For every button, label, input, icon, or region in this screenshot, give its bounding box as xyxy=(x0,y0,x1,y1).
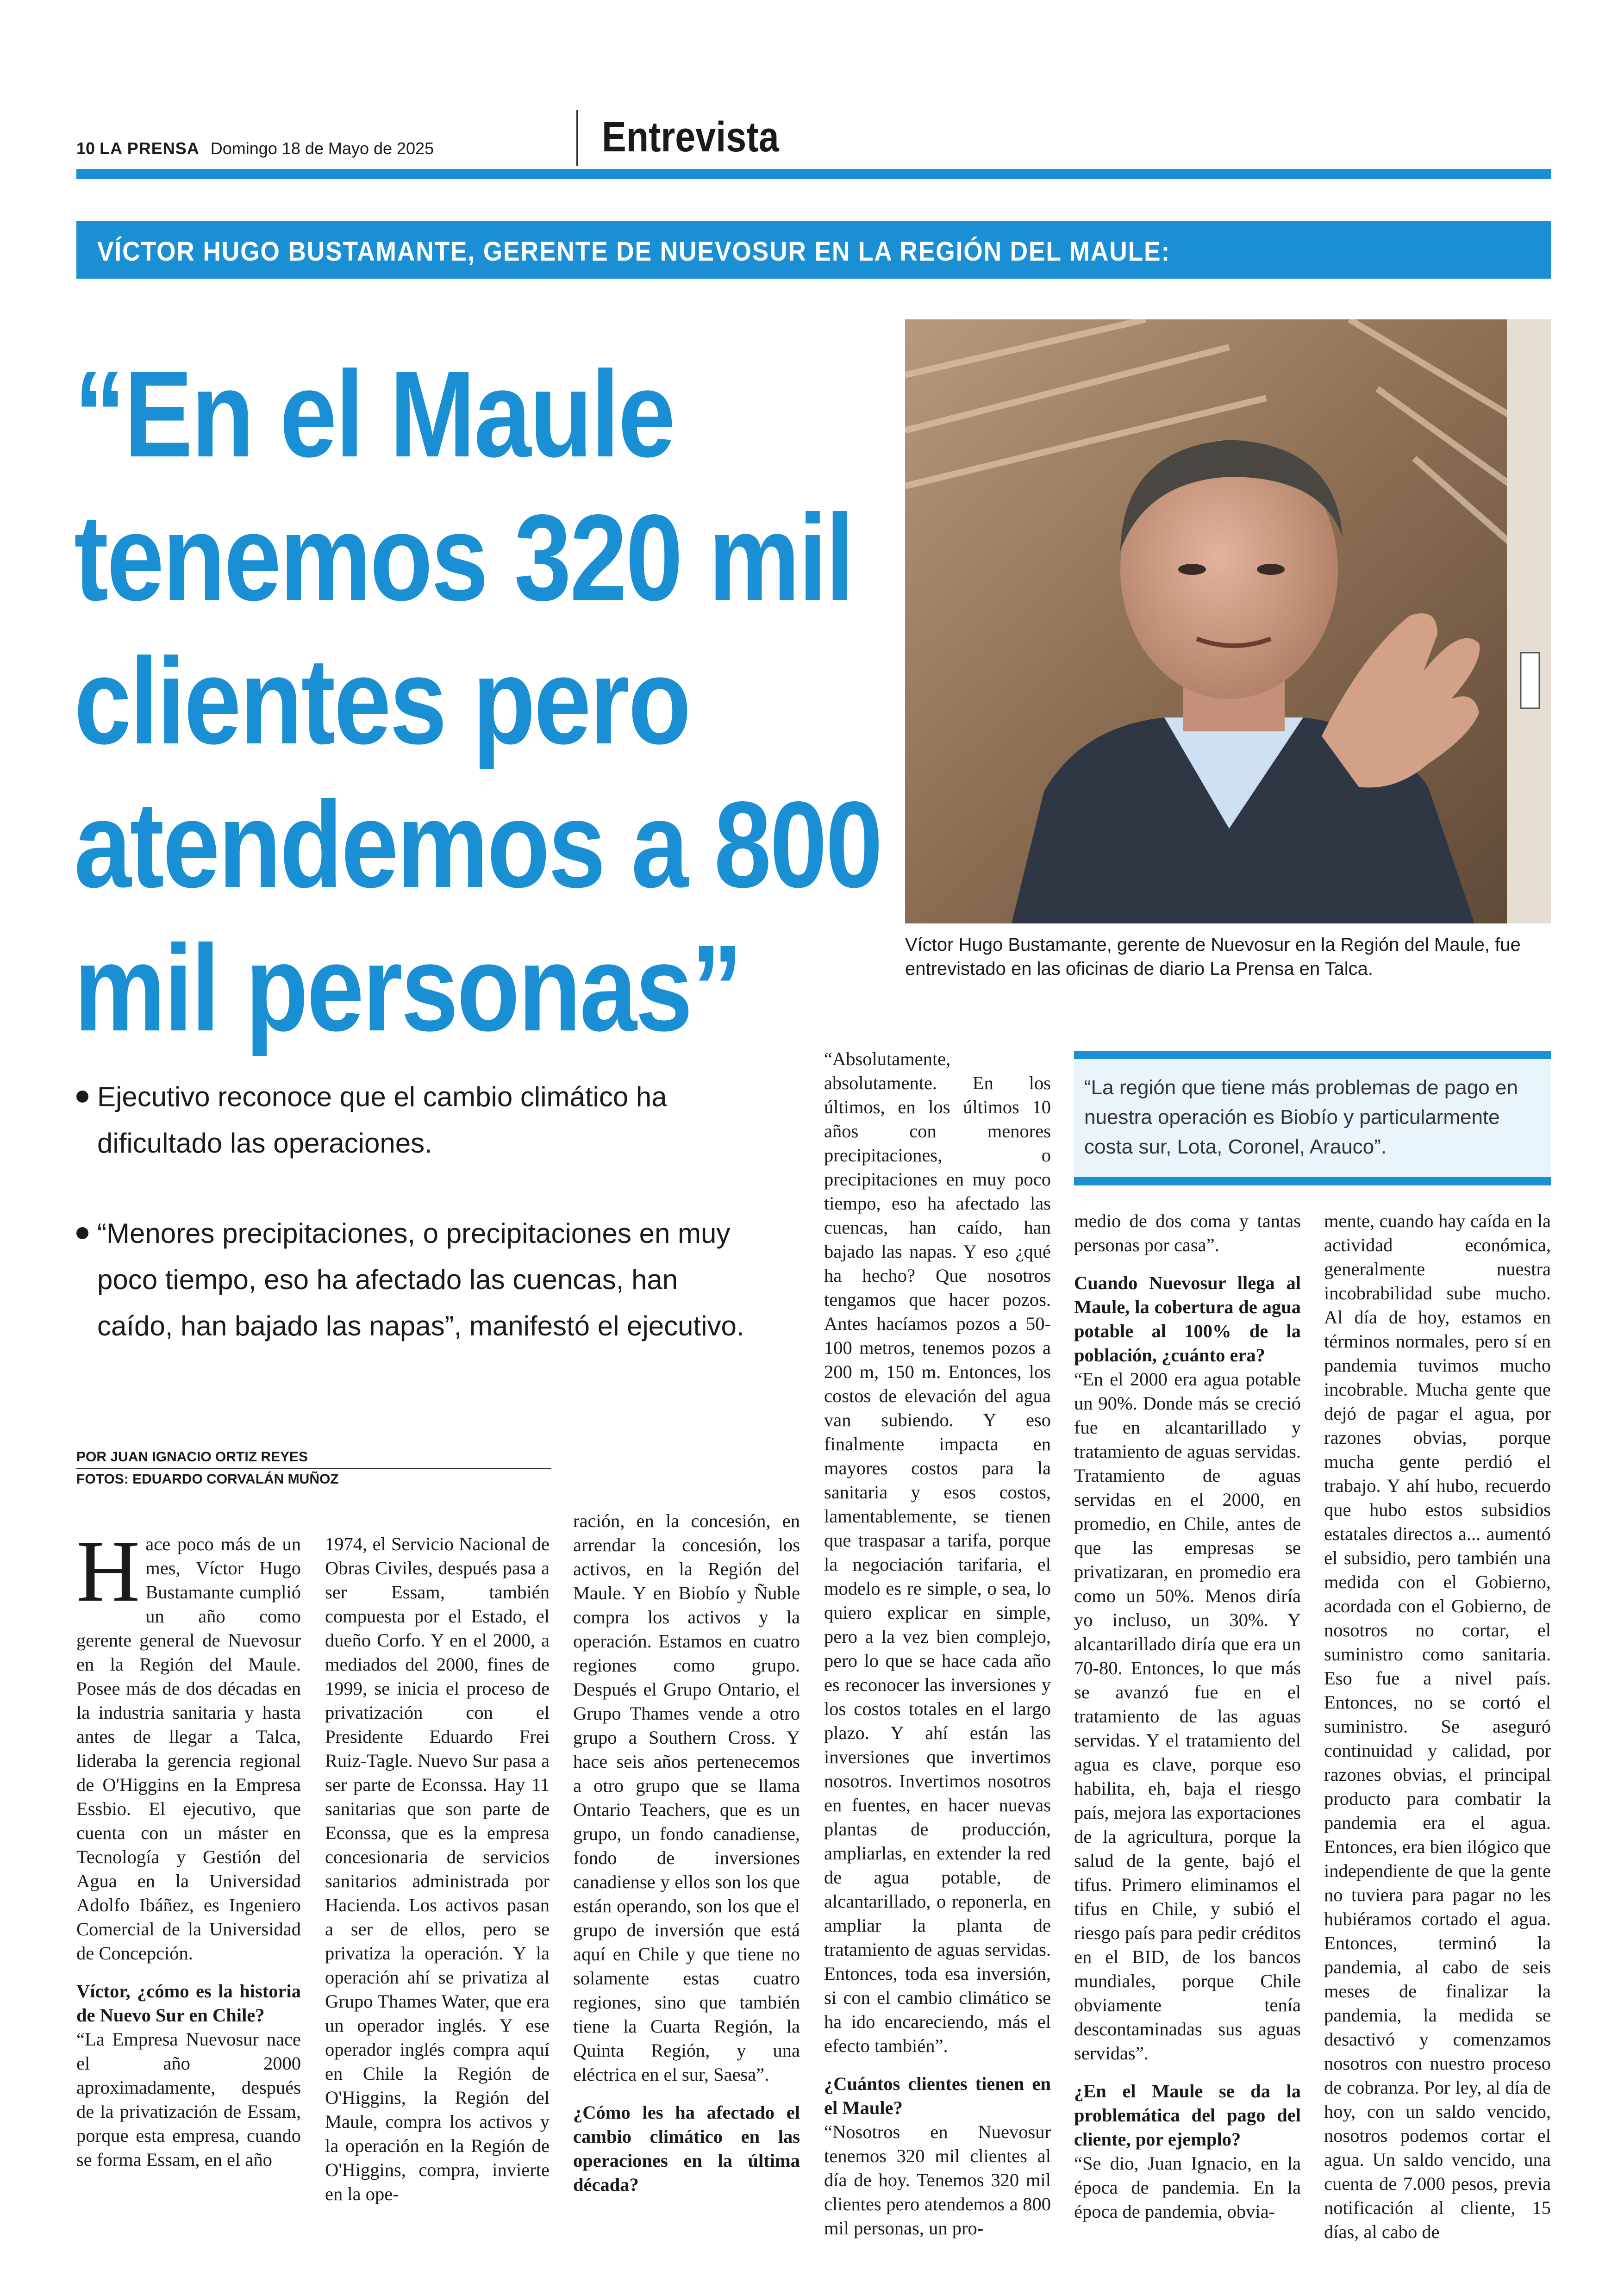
portrait-illustration xyxy=(905,319,1551,923)
question: ¿Cómo les ha afectado el cambio climático en las operaciones en la última década? xyxy=(573,2102,800,2195)
section-title: Entrevista xyxy=(602,113,779,161)
question: ¿En el Maule se da la problemática del pago del cliente, por ejemplo? xyxy=(1074,2081,1301,2150)
headline-line: tenemos 320 mil xyxy=(74,489,853,626)
question: Cuando Nuevosur llega al Maule, la cobertura de agua potable al 100% de la población, ¿cuánto era? xyxy=(1074,1272,1301,1366)
drop-cap: H xyxy=(76,1523,140,1620)
summary-bullets xyxy=(76,1074,752,1393)
body-column-4 xyxy=(824,1047,1051,2240)
bullet-dot-icon xyxy=(76,1091,88,1103)
kicker-text: VÍCTOR HUGO BUSTAMANTE, GERENTE DE NUEVOSUR EN LA REGIÓN DEL MAULE: xyxy=(97,237,1171,267)
answer: “La Empresa Nuevosur nace el año 2000 aproximadamente, después de la privatización de Essam, porque esta empresa, cuando se forma Essam, en el año xyxy=(76,2029,301,2170)
publication-date: Domingo 18 de Mayo de 2025 xyxy=(210,139,434,158)
question: Víctor, ¿cómo es la historia de Nuevo Sur en Chile? xyxy=(76,1981,301,2026)
headline-line: “En el Maule xyxy=(74,346,674,483)
answer: “Absolutamente, absolutamente. En los últimos, en los últimos 10 años con menores precipitaciones, o precipitaciones en muy poco tiempo, eso ha afectado las cuencas, han caído, han bajado las napas. Y eso ¿qué ha hecho? Que nosotros tengamos que hacer pozos. Antes hacíamos pozos a 50-100 metros, tenemos pozos a 200 m, 150 m. Entonces, los costos de elevación del agua van subiendo. Y eso finalmente impacta en mayores costos para la sanitaria y esos costos, lamentablemente, se tienen que traspasar a tarifa, porque la negociación tarifaria, el modelo es re simple, o sea, lo quiero explicar en simple, pero a la vez bien complejo, pero lo que se hace cada año es reconocer las inversiones y los costos totales en el largo plazo. Y ahí están las inversiones que invertimos nosotros. Invertimos nosotros en fuentes, en hacer nuevas plantas de producción, ampliarlas, en extender la red de agua potable, de alcantarillado, o reponerla, en ampliar la planta de tratamiento de aguas servidas. Entonces, toda esa inversión, si con el cambio climático se ha ido encareciendo, más el efecto también”. xyxy=(824,1048,1051,2056)
author-credit: POR JUAN IGNACIO ORTIZ REYES xyxy=(76,1447,551,1469)
newspaper-name: LA PRENSA xyxy=(100,139,200,158)
byline xyxy=(76,1447,551,1490)
pull-quote xyxy=(1074,1051,1551,1185)
answer: ración, en la concesión, en arrendar la concesión, los activos, en la Región del Maule. Y en Biobío y Ñuble compra los activos y la operación. Estamos en cuatro regiones como grupo. Después el Grupo Ontario, el Grupo Thames vende a otro grupo a Southern Cross. Y hace seis años pertenecemos a otro grupo que se llama Ontario Teachers, que es un grupo, un fondo canadiense, fondo de inversiones canadiense y ellos son los que están operando, son los que el grupo de inversión que está aquí en Chile y que tiene no solamente estas cuatro regiones, sino que también tiene la Cuarta Región, la Quinta Región, y una eléctrica en el sur, Saesa”. xyxy=(573,1510,800,2085)
answer: 1974, el Servicio Nacional de Obras Civiles, después pasa a ser Essam, también compuesta por el Estado, el dueño Corfo. Y en el 2000, a mediados del 2000, fines de 1999, se inicia el proceso de privatización con el Presidente Eduardo Frei Ruiz-Tagle. Nuevo Sur pasa a ser parte de Econssa. Hay 11 sanitarias que son parte de Econssa, que es la empresa concesionaria de servicios sanitarios administrada por Hacienda. Los activos pasan a ser de ellos, pero se privatiza la operación. Y la operación ahí se privatiza al Grupo Thames Water, que era un operador inglés. Y ese operador inglés compra aquí en Chile la Región de O'Higgins, la Región del Maule, compra los activos y la operación en la Región de O'Higgins, compra, invierte en la ope- xyxy=(325,1534,550,2204)
bullet-text: “Menores precipitaciones, o precipitaciones en muy poco tiempo, eso ha afectado las cuencas, han caído, han bajado las napas”, manifestó el ejecutivo. xyxy=(97,1218,744,1341)
page-number: 10 xyxy=(76,139,95,158)
body-column-2 xyxy=(325,1532,550,2206)
page-header xyxy=(76,139,434,158)
bullet-text: Ejecutivo reconoce que el cambio climático ha dificultado las operaciones. xyxy=(97,1081,667,1159)
body-column-3 xyxy=(573,1509,800,2197)
headline-line: mil personas” xyxy=(74,920,741,1057)
header-rule xyxy=(76,169,1551,179)
body-column-6 xyxy=(1324,1209,1551,2244)
headline-line: clientes pero xyxy=(74,633,690,770)
intro-paragraph: ace poco más de un mes, Víctor Hugo Bustamante cumplió un año como gerente general de Nuevosur en la Región del Maule. Posee más de dos décadas en la industria sanitaria y hasta antes de llegar a Talca, lideraba la gerencia regional de O'Higgins en la Empresa Essbio. El ejecutivo, que cuenta con un máster en Tecnología y Gestión del Agua en la Universidad Adolfo Ibáñez, es Ingeniero Comercial de la Universidad de Concepción. xyxy=(76,1534,301,1964)
headline xyxy=(74,343,903,1060)
question: ¿Cuántos clientes tienen en el Maule? xyxy=(824,2073,1051,2118)
photo-caption: Víctor Hugo Bustamante, gerente de Nuevosur en la Región del Maule, fue entrevistado en las oficinas de diario La Prensa en Talca. xyxy=(905,935,1521,979)
bullet-item xyxy=(76,1074,752,1166)
header-divider xyxy=(576,110,578,166)
answer: mente, cuando hay caída en la actividad económica, generalmente nuestra incobrabilidad sube mucho. Al día de hoy, estamos en términos normales, pero sí en pandemia tuvimos mucho incobrable. Mucha gente que dejó de pagar el agua, por razones obvias, porque mucha gente perdió el trabajo. Y ahí hubo, recuerdo que hubo estos subsidios estatales directos a... aumentó el subsidio, pero también una medida con el Gobierno, acordada con el Gobierno, de nosotros no cortar, el suministro como sanitaria. Eso fue a nivel país. Entonces, no se cortó el suministro. Se aseguró continuidad y calidad, por razones obvias, el principal producto para combatir la pandemia era el agua. Entonces, era bien ilógico que independiente de que la gente no tuviera para pagar no les hubiéramos cortado el agua. Entonces, terminó la pandemia, al cabo de seis meses de finalizar la pandemia, la medida se desactivó y comenzamos nosotros con nuestro proceso de cobranza. Por ley, al día de hoy, con un saldo vencido, nosotros podemos cortar el agua. Un saldo vencido, una cuenta de 7.000 pesos, previa notificación al cliente, 15 días, al cabo de xyxy=(1324,1210,1551,2242)
answer: “Nosotros en Nuevosur tenemos 320 mil clientes al día de hoy. Tenemos 320 mil clientes pero atendemos a 800 mil personas, un pro- xyxy=(824,2121,1051,2239)
bullet-dot-icon xyxy=(76,1227,88,1239)
bullet-item xyxy=(76,1210,752,1349)
answer: “En el 2000 era agua potable un 90%. Donde más se creció fue en alcantarillado y tratamiento de aguas servidas. Tratamiento de aguas servidas en el 2000, en promedio, en Chile, antes de que las empresas se privatizaran, en promedio era como un 50%. Menos diría yo incluso, un 30%. Y alcantarillado diría que era un 70-80. Entonces, lo que más se avanzó fue en el tratamiento de las aguas servidas. Y el tratamiento del agua es clave, porque eso habilita, eh, baja el riesgo país, mejora las exportaciones de la agricultura, porque la salud de la gente, bajó el tifus. Primero eliminamos el tifus en Chile, y subió el riesgo país para pedir créditos en el BID, de los bancos mundiales, porque Chile obviamente tenía descontaminadas sus aguas servidas”. xyxy=(1074,1369,1301,2064)
pull-quote-text: “La región que tiene más problemas de pago en nuestra operación es Biobío y particularmente costa sur, Lota, Coronel, Arauco”. xyxy=(1084,1076,1518,1158)
kicker-banner xyxy=(76,221,1551,279)
body-column-1 xyxy=(76,1523,301,2172)
answer: “Se dio, Juan Ignacio, en la época de pandemia. En la época de pandemia, obvia- xyxy=(1074,2153,1301,2222)
interview-photo xyxy=(905,319,1551,923)
photo-credit: FOTOS: EDUARDO CORVALÁN MUÑOZ xyxy=(76,1472,339,1487)
answer: medio de dos coma y tantas personas por casa”. xyxy=(1074,1210,1301,1255)
body-column-5 xyxy=(1074,1209,1301,2224)
headline-line: atendemos a 800 xyxy=(74,776,881,913)
